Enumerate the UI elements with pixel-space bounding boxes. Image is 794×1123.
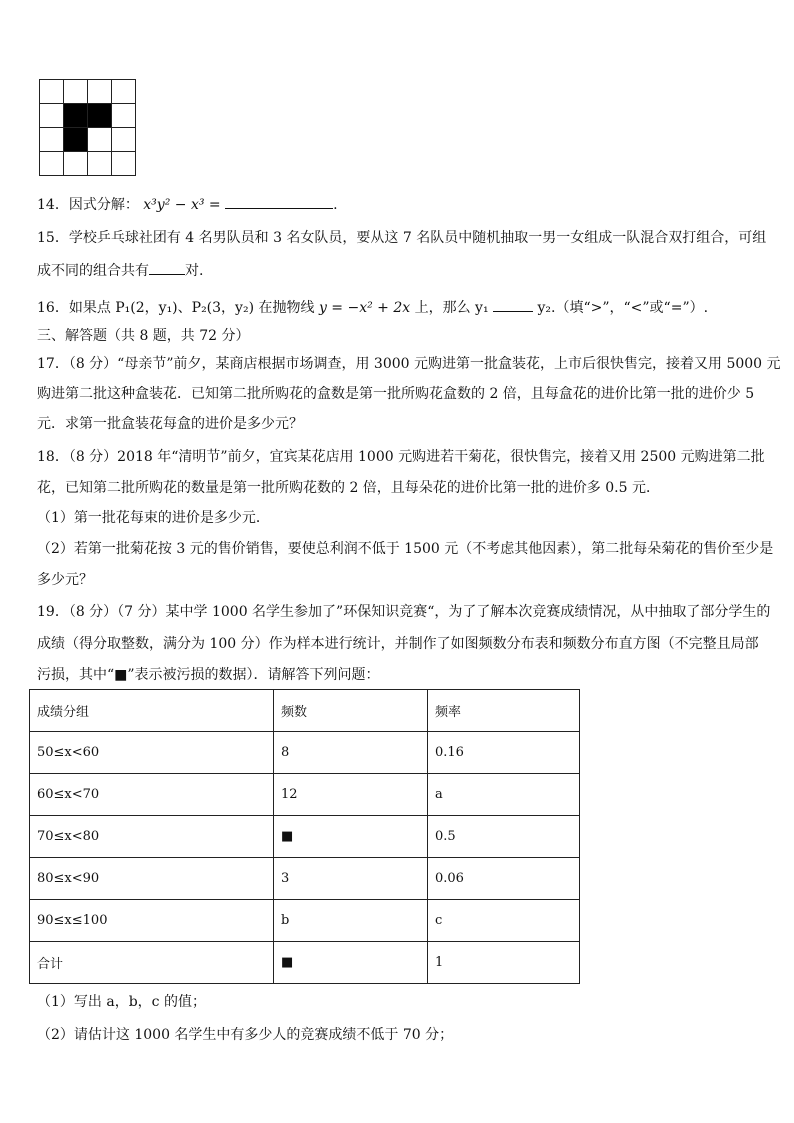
table-row [30,816,580,858]
table-cell: 1 [428,942,580,984]
question-19-sub-1: （1）写出 a，b，c 的值； [37,994,206,1010]
answer-blank[interactable] [493,297,533,312]
table-row [30,732,580,774]
table-cell: 3 [274,858,428,900]
table-cell: 60≤x<70 [30,774,274,816]
grid-figure [39,79,136,176]
table-cell: 8 [274,732,428,774]
question-15-line-2: 成不同的组合共有 对. [37,260,203,280]
table-row [30,900,580,942]
grid-cell-filled [88,104,112,128]
question-17-line-1: 17．（8 分）“母亲节”前夕，某商店根据市场调查，用 3000 元购进第一批盒装花，上市后很快售完，接着又用 5000 元 [37,356,781,372]
question-18-line-2: 花，已知第二批所购花的数量是第一批所购花数的 2 倍，且每朵花的进价比第一批的进价多 0.5 元． [37,480,660,496]
table-cell: b [274,900,428,942]
table-cell: 0.5 [428,816,580,858]
question-19-line-2: 成绩（得分取整数，满分为 100 分）作为样本进行统计，并制作了如图频数分布表和频数分布直方图（不完整且局部 [37,636,759,652]
grid-cell [88,128,112,152]
table-header: 频率 [428,690,580,732]
question-15-line-1: 15．学校乒乓球社团有 4 名男队员和 3 名女队员，要从这 7 名队员中随机抽取一男一女组成一队混合双打组合，可组 [37,230,767,246]
answer-blank[interactable] [225,194,333,209]
grid-cell [88,80,112,104]
grid-cell-filled [64,104,88,128]
question-14: 14．因式分解： x³y² − x³ = . [37,194,338,214]
grid-cell [112,152,136,176]
table-cell: 12 [274,774,428,816]
question-18-sub-2-line-2: 多少元？ [37,572,93,588]
table-cell: 70≤x<80 [30,816,274,858]
table-cell: a [428,774,580,816]
section-heading: 三、解答题（共 8 题，共 72 分） [37,328,250,344]
table-cell: ■ [274,816,428,858]
grid-cell [64,152,88,176]
table-row [30,942,580,984]
question-19-line-3: 污损，其中“■”表示被污损的数据）．请解答下列问题： [37,667,380,683]
grid-row [40,104,136,128]
answer-blank[interactable] [149,260,185,275]
grid-row [40,80,136,104]
table-cell: ■ [274,942,428,984]
grid-cell [64,80,88,104]
question-18-line-1: 18．（8 分）2018 年“清明节”前夕，宜宾某花店用 1000 元购进若干菊花，很快售完，接着又用 2500 元购进第二批 [37,449,765,465]
table-cell: 50≤x<60 [30,732,274,774]
question-18-sub-2-line-1: （2）若第一批菊花按 3 元的售价销售，要使总利润不低于 1500 元（不考虑其他因素），第二批每朵菊花的售价至少是 [37,541,774,557]
grid-cell [88,152,112,176]
table-header: 频数 [274,690,428,732]
grid-cell-filled [64,128,88,152]
question-18-sub-1: （1）第一批花每束的进价是多少元． [37,510,270,526]
table-cell: 0.06 [428,858,580,900]
grid-cell [40,152,64,176]
question-16: 16．如果点 P₁(2，y₁)、P₂(3，y₂) 在抛物线 y = −x² + 2x 上，那么 y₁ y₂.（填“>”，“<”或“=”）. [37,297,708,317]
table-cell: 80≤x<90 [30,858,274,900]
q14-expression: x³y² − x³ = [143,197,221,213]
question-17-line-2: 购进第二批这种盒装花．已知第二批所购花的盒数是第一批所购花盒数的 2 倍，且每盒花的进价比第一批的进价少 5 [37,386,755,402]
grid-cell [112,80,136,104]
table-row [30,774,580,816]
grid-cell [40,80,64,104]
table-cell: 合计 [30,942,274,984]
table-cell: 0.16 [428,732,580,774]
table-header: 成绩分组 [30,690,274,732]
grid-cell [112,104,136,128]
table-cell: 90≤x≤100 [30,900,274,942]
table-header-row [30,690,580,732]
frequency-table [29,689,580,984]
grid-row [40,128,136,152]
grid-cell [40,104,64,128]
question-19-sub-2: （2）请估计这 1000 名学生中有多少人的竞赛成绩不低于 70 分； [37,1027,454,1043]
question-17-line-3: 元．求第一批盒装花每盒的进价是多少元？ [37,416,303,432]
table-cell: c [428,900,580,942]
table-row [30,858,580,900]
grid-row [40,152,136,176]
grid-cell [40,128,64,152]
question-19-line-1: 19．（8 分）（7 分）某中学 1000 名学生参加了”环保知识竞赛“，为了了解本次竞赛成绩情况，从中抽取了部分学生的 [37,604,771,620]
q16-expression: y = −x² + 2x [318,300,411,316]
grid-cell [112,128,136,152]
